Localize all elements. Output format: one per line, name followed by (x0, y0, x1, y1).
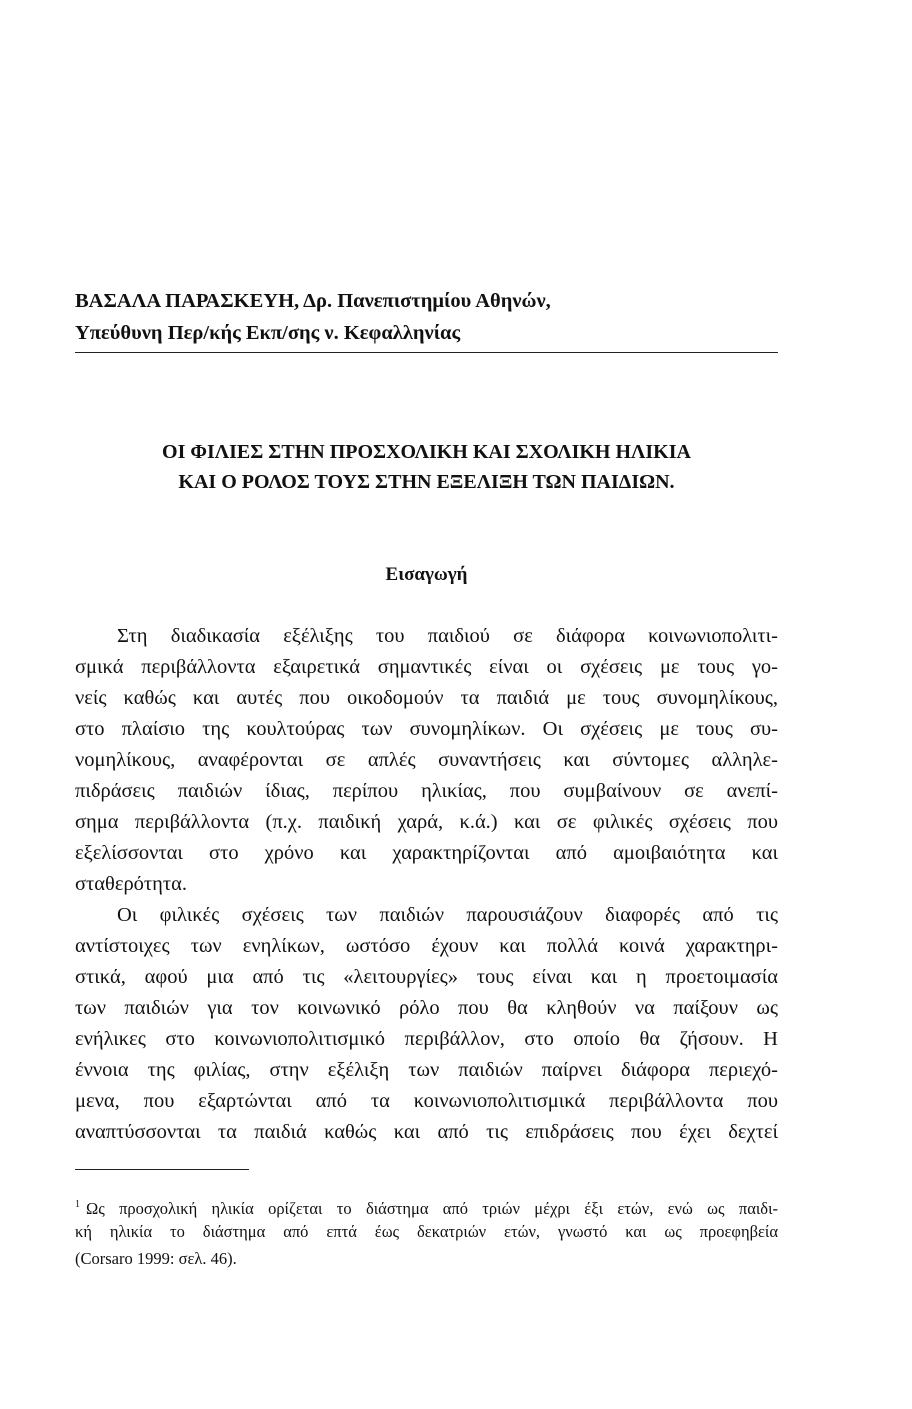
text-line: νείς καθώς και αυτές που οικοδομούν τα παιδιά με τους συνομηλίκους, (75, 687, 778, 709)
text-line: Στη διαδικασία εξέλιξης του παιδιού σε διάφορα κοινωνιοπολιτι- (117, 625, 778, 647)
text-line: εξελίσσονται στο χρόνο και χαρακτηρίζονται από αμοιβαιότητα και (75, 842, 778, 864)
author-name-line: ΒΑΣΑΛΑ ΠΑΡΑΣΚΕΥΗ, Δρ. Πανεπιστημίου Αθηνών, (75, 290, 551, 312)
footnote-text: Ως προσχολική ηλικία ορίζεται το διάστημα από τριών μέχρι έξι ετών, ενώ ως παιδι- (86, 1199, 778, 1218)
footnote-line (75, 1191, 778, 1218)
article-title (75, 437, 778, 497)
text-line: πιδράσεις παιδιών ίδιας, περίπου ηλικίας, που συμβαίνουν σε ανεπί- (75, 780, 778, 802)
paragraph-1 (75, 621, 778, 900)
body-text (75, 621, 778, 1148)
text-line: στο πλαίσιο της κουλτούρας των συνομηλίκων. Οι σχέσεις με τους συ- (75, 718, 778, 740)
footnote-line: (Corsaro 1999: σελ. 46). (75, 1249, 237, 1268)
header-divider (75, 352, 778, 353)
text-line: αντίστοιχες των ενηλίκων, ωστόσο έχουν και πολλά κοινά χαρακτηρι- (75, 935, 778, 957)
text-line: έννοια της φιλίας, στην εξέλιξη των παιδιών παίρνει διάφορα περιεχό- (75, 1059, 778, 1081)
text-line: ενήλικες στο κοινωνιοπολιτισμικό περιβάλλον, στο οποίο θα ζήσουν. Η (75, 1028, 778, 1050)
text-line: Οι φιλικές σχέσεις των παιδιών παρουσιάζουν διαφορές από τις (117, 904, 778, 926)
footnote (75, 1191, 778, 1272)
title-line-2: ΚΑΙ Ο ΡΟΛΟΣ ΤΟΥΣ ΣΤΗΝ ΕΞΕΛΙΞΗ ΤΩΝ ΠΑΙΔΙΩΝ. (178, 471, 675, 493)
author-position-line: Υπεύθυνη Περ/κής Εκπ/σης ν. Κεφαλληνίας (75, 322, 461, 344)
paragraph-2 (75, 900, 778, 1148)
text-line: σημα περιβάλλοντα (π.χ. παιδική χαρά, κ.ά.) και σε φιλικές σχέσεις που (75, 811, 778, 833)
text-line: των παιδιών για τον κοινωνικό ρόλο που θα κληθούν να παίξουν ως (75, 997, 778, 1019)
text-line: σταθερότητα. (75, 873, 187, 895)
footnote-marker: 1 (75, 1199, 80, 1210)
text-line: σμικά περιβάλλοντα εξαιρετικά σημαντικές είναι οι σχέσεις με τους γο- (75, 656, 778, 678)
title-line-1: ΟΙ ΦΙΛΙΕΣ ΣΤΗΝ ΠΡΟΣΧΟΛΙΚΗ ΚΑΙ ΣΧΟΛΙΚΗ ΗΛΙΚΙΑ (162, 441, 691, 463)
section-heading: Εισαγωγή (385, 564, 468, 585)
text-line: στικά, αφού μια από τις «λειτουργίες» τους είναι και η προετοιμασία (75, 966, 778, 988)
footnote-line: κή ηλικία το διάστημα από επτά έως δεκατριών ετών, γνωστό και ως προεφηβεία (75, 1222, 778, 1241)
author-affiliation (75, 285, 775, 349)
footnote-divider (75, 1169, 249, 1170)
text-line: μενα, που εξαρτώνται από τα κοινωνιοπολιτισμικά περιβάλλοντα που (75, 1090, 778, 1112)
text-line: αναπτύσσονται τα παιδιά καθώς και από τις επιδράσεις που έχει δεχτεί (75, 1121, 778, 1143)
text-line: νομηλίκους, αναφέρονται σε απλές συναντήσεις και σύντομες αλληλε- (75, 749, 778, 771)
